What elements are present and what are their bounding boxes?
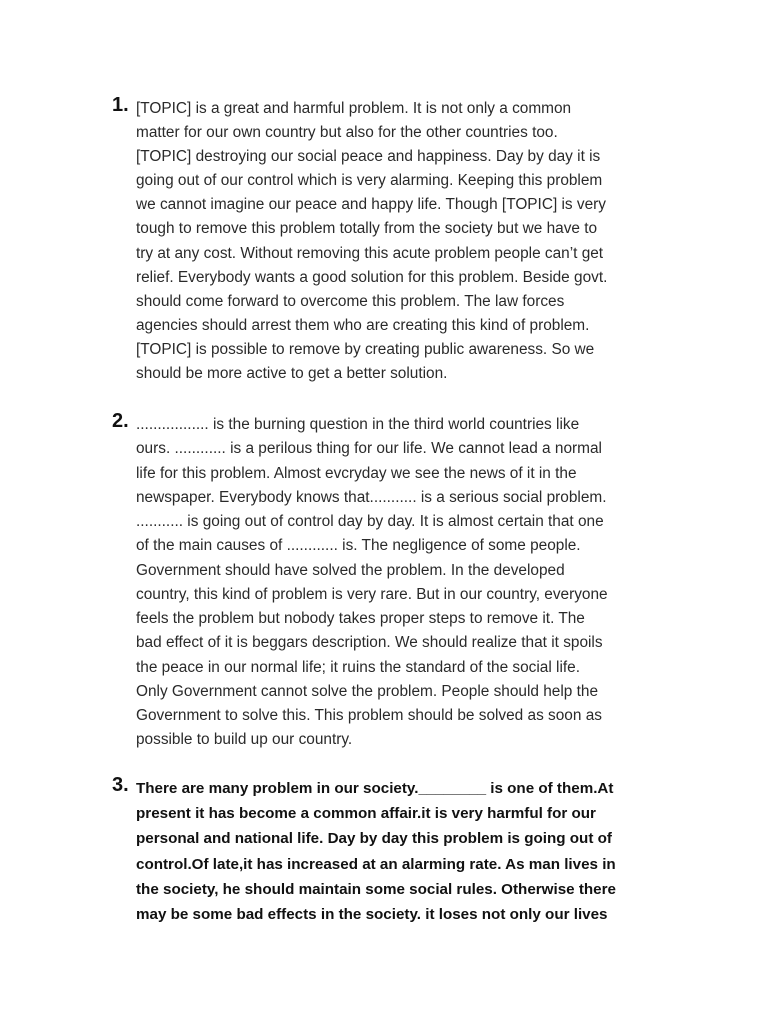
paragraph-line: feels the problem but nobody takes proper steps to remove it. The xyxy=(136,610,585,627)
paragraph xyxy=(136,97,688,386)
paragraph-line: should be more active to get a better solution. xyxy=(136,365,448,383)
paragraph-line: the peace in our normal life; it ruins the standard of the social life. xyxy=(136,658,581,676)
paragraph-line: should come forward to overcome this problem. The law forces xyxy=(136,292,565,310)
item-number: 3. xyxy=(112,774,129,796)
paragraph-line: Only Government cannot solve the problem. People should help the xyxy=(136,682,598,700)
paragraph xyxy=(136,413,688,753)
paragraph-line: ........... is going out of control day by day. It is almost certain that one xyxy=(136,513,604,530)
paragraph-line: [TOPIC] destroying our social peace and happiness. Day by day it is xyxy=(136,148,601,166)
paragraph-line: try at any cost. Without removing this acute problem people can’t get xyxy=(136,244,604,262)
paragraph-line: we cannot imagine our peace and happy life. Though [TOPIC] is very xyxy=(136,196,606,214)
paragraph-line: [TOPIC] is possible to remove by creating public awareness. So we xyxy=(136,340,595,358)
paragraph-line: ................. is the burning question in the third world countries like xyxy=(136,416,580,433)
paragraph-line: [TOPIC] is a great and harmful problem. It is not only a common xyxy=(136,100,572,117)
paragraph-line: possible to build up our country. xyxy=(136,731,353,749)
item-number: 2. xyxy=(112,410,129,432)
paragraph-line: going out of our control which is very alarming. Keeping this problem xyxy=(136,172,603,190)
paragraph-line: of the main causes of ............ is. The negligence of some people. xyxy=(136,537,581,555)
paragraph-line: agencies should arrest them who are creating this kind of problem. xyxy=(136,316,590,334)
paragraph-line: relief. Everybody wants a good solution for this problem. Beside govt. xyxy=(136,268,608,286)
paragraph-line: tough to remove this problem totally from the society but we have to xyxy=(136,220,598,238)
paragraph-line: present it has become a common affair.it is very harmful for our xyxy=(136,805,596,823)
paragraph-line: personal and national life. Day by day this problem is going out of xyxy=(136,830,612,848)
paragraph-line: control.Of late,it has increased at an alarming rate. As man lives in xyxy=(136,855,616,873)
paragraph-line: newspaper. Everybody knows that........... is a serious social problem. xyxy=(136,488,607,506)
paragraph-line: country, this kind of problem is very rare. But in our country, everyone xyxy=(136,585,608,603)
paragraph xyxy=(136,776,688,927)
paragraph-line: bad effect of it is beggars description. We should realize that it spoils xyxy=(136,634,603,652)
paragraph-line: may be some bad effects in the society. it loses not only our lives xyxy=(136,906,608,924)
paragraph-line: Government to solve this. This problem should be solved as soon as xyxy=(136,707,602,724)
paragraph-line: life for this problem. Almost evcryday we see the news of it in the xyxy=(136,464,577,482)
paragraph-line: Government should have solved the problem. In the developed xyxy=(136,561,565,579)
paragraph-line: matter for our own country but also for the other countries too. xyxy=(136,124,558,142)
item-number: 1. xyxy=(112,94,129,116)
paragraph-line: ours. ............ is a perilous thing for our life. We cannot lead a normal xyxy=(136,440,602,458)
paragraph-line: the society, he should maintain some social rules. Otherwise there xyxy=(136,880,616,898)
paragraph-line: There are many problem in our society.________ is one of them.At xyxy=(136,780,614,797)
